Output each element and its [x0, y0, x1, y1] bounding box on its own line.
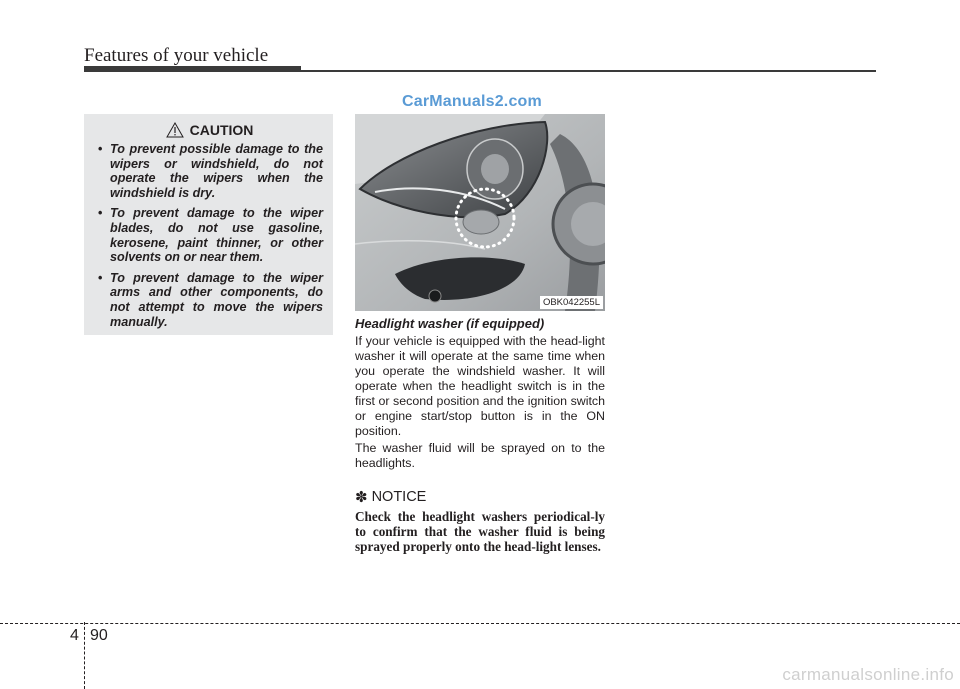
caution-title: CAUTION [189, 122, 254, 138]
section-title: Headlight washer (if equipped) [355, 316, 545, 331]
page-number: 90 [90, 627, 108, 644]
notice-header [355, 488, 605, 506]
headlight-washer-photo [355, 114, 605, 311]
warning-triangle-icon [166, 122, 184, 138]
header-bar [84, 66, 301, 72]
section-paragraph: If your vehicle is equipped with the head-light washer it will operate at the same time when you operate the windshield washer. It will operate when the headlight switch is in the first or second position and the ignition switch or engine start/stop button is in the ON position. [355, 334, 605, 438]
page-header-title: Features of your vehicle [84, 45, 269, 66]
footer-rule [0, 623, 960, 624]
notice-body: Check the headlight washers periodical-ly to confirm that the washer fluid is being sprayed properly onto the head-light lenses. [355, 509, 605, 554]
chapter-number: 4 [70, 627, 79, 644]
watermark-footer: carmanualsonline.info [782, 665, 954, 684]
section-paragraph: The washer fluid will be sprayed on to the headlights. [355, 441, 605, 470]
caution-list [96, 142, 323, 329]
caution-item: • To prevent damage to the wiper blades, do not use gasoline, kerosene, paint thinner, or other solvents on or near them. [96, 206, 323, 264]
notice-icon: ✽ [355, 489, 368, 506]
caution-item: • To prevent possible damage to the wipers or windshield, do not operate the wipers when the windshield is dry. [96, 142, 323, 200]
image-code: OBK042255L [540, 296, 603, 309]
watermark-link[interactable]: CarManuals2.com [402, 93, 542, 110]
caution-header [96, 122, 323, 138]
notice-title: NOTICE [371, 489, 427, 505]
header-rule [300, 70, 876, 72]
footer-divider [84, 622, 85, 689]
caution-item: • To prevent damage to the wiper arms and other components, do not attempt to move the wipers manually. [96, 271, 323, 329]
car-front-illustration [355, 114, 605, 311]
caution-box [84, 114, 333, 335]
